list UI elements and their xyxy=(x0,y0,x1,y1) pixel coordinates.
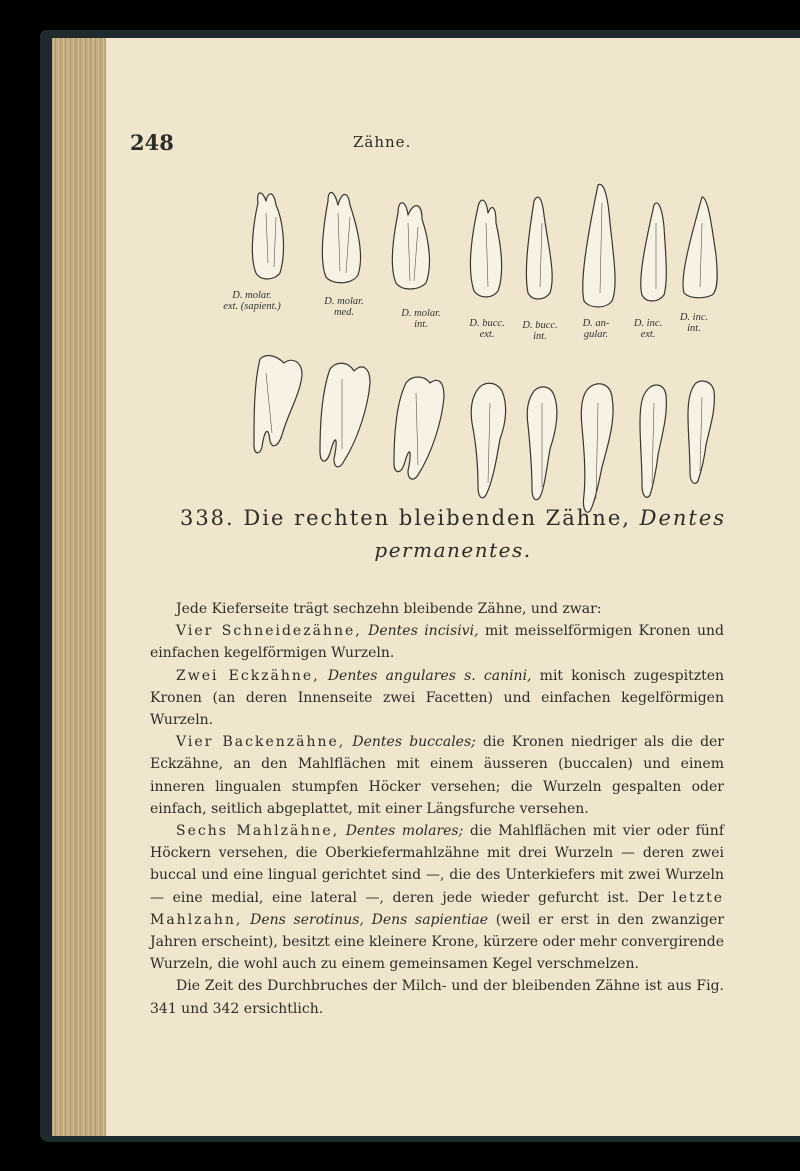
label-line: ext. xyxy=(640,329,656,340)
text: mit meisselförmigen Kronen und einfachen kegelförmigen Wurzeln. xyxy=(150,623,724,662)
book-page xyxy=(106,38,800,1136)
label-line: int. xyxy=(414,319,428,330)
page-edges xyxy=(52,38,108,1136)
caption-text: Die rechten bleibenden Zähne, xyxy=(243,506,631,530)
label-bucc-int xyxy=(508,320,572,342)
text: die Mahlflächen mit vier oder fünf Höckern versehen, die Oberkiefermahlzähne mit drei Wurzeln — deren zwei buccal und eine lingual gerichtet sind —, die des Unterkiefers mit zwei Wurzeln — eine medial, eine lateral —, deren jede wieder gefurcht ist. Der xyxy=(150,823,725,906)
term: Sechs Mahlzähne, xyxy=(176,823,340,840)
text: (weil er erst in den zwanziger Jahren erscheint), besitzt eine kleinere Krone, kürzere oder mehr convergirende Wurzeln, die wohl auch zu einem gemeinsamen Kegel verschmelzen. xyxy=(150,911,725,973)
paragraph: Jede Kieferseite trägt sechzehn bleibende Zähne, und zwar: xyxy=(176,601,602,617)
label-line: D. molar. xyxy=(401,308,441,319)
term: Vier Schneidezähne, xyxy=(176,623,362,640)
figure-number: 338. xyxy=(179,506,235,530)
latin-term: Dentes angulares s. canini, xyxy=(327,667,532,684)
text: die Kronen niedriger als die der Eckzähne, an den Mahlflächen mit einem äusseren (buccalen) und einem inneren lingualen stumpfen Höcker versehen; die Wurzeln gespalten oder einfach, seitlich abgeplattet, mit einer Längsfurche versehen. xyxy=(150,734,725,817)
term: Zwei Eckzähne, xyxy=(176,667,320,684)
teeth-drawing xyxy=(246,183,726,513)
term: letzte Mahlzahn, xyxy=(150,889,725,928)
label-inc-int xyxy=(662,312,726,334)
paragraph xyxy=(150,820,724,975)
label-line: D. inc. xyxy=(679,312,709,323)
label-line: D. inc. xyxy=(633,318,663,329)
figure-caption xyxy=(106,506,800,530)
label-line: ext. (sapient.) xyxy=(223,301,281,312)
label-line: ext. xyxy=(479,329,495,340)
caption-latin: Dentes xyxy=(639,506,727,530)
label-molar-med xyxy=(312,296,376,318)
body-text xyxy=(150,598,724,1020)
label-line: D. an- xyxy=(582,318,610,329)
label-line: D. molar. xyxy=(324,296,364,307)
running-head: Zähne. xyxy=(353,133,412,151)
paragraph: Die Zeit des Durchbruches der Milch- und der bleibenden Zähne ist aus Fig. 341 und 342 ersichtlich. xyxy=(150,978,724,1017)
label-molar-int xyxy=(389,308,453,330)
text: mit konisch zugespitzten Kronen (an deren Innenseite zwei Facetten) und einfachen kegelförmigen Wurzeln. xyxy=(150,667,725,729)
label-line: D. bucc. xyxy=(522,320,558,331)
page-number: 248 xyxy=(130,130,174,155)
paragraph xyxy=(150,731,724,820)
latin-term: Dentes buccales; xyxy=(352,734,476,751)
paragraph xyxy=(150,620,724,664)
paragraph xyxy=(150,665,724,732)
latin-term: Dentes incisivi, xyxy=(368,623,479,640)
label-line: int. xyxy=(533,331,547,342)
label-line: D. bucc. xyxy=(469,318,505,329)
latin-term: Dens serotinus, Dens sapientiae xyxy=(250,911,489,928)
label-line: med. xyxy=(333,307,355,318)
label-molar-ext xyxy=(220,290,284,312)
term: Vier Backenzähne, xyxy=(176,734,346,751)
latin-term: Dentes molares; xyxy=(345,823,464,840)
label-line: gular. xyxy=(583,329,609,340)
caption-latin-continued: permanentes. xyxy=(374,538,532,562)
label-line: D. molar. xyxy=(232,290,272,301)
label-line: int. xyxy=(687,323,701,334)
